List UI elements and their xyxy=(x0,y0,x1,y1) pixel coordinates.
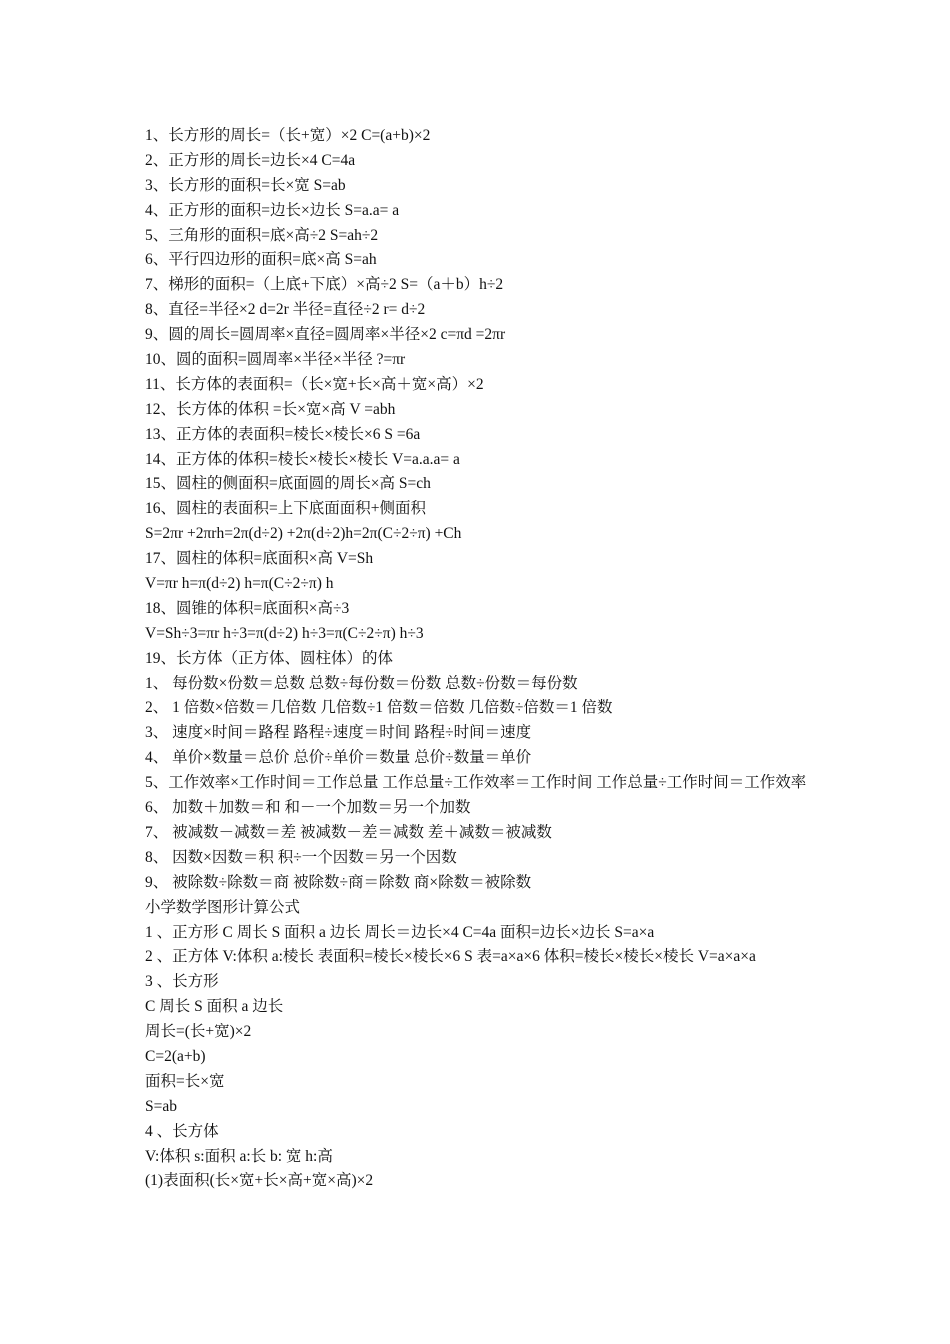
text-line: 周长=(长+宽)×2 xyxy=(145,1023,252,1041)
text-line: 3 、长方形 xyxy=(145,973,219,991)
text-line: 4、正方形的面积=边长×边长 S=a.a= a xyxy=(145,201,400,219)
text-line: 2、 1 倍数×倍数＝几倍数 几倍数÷1 倍数＝倍数 几倍数÷倍数＝1 倍数 xyxy=(145,699,613,717)
text-line: 3、长方形的面积=长×宽 S=ab xyxy=(145,176,346,194)
text-line: C 周长 S 面积 a 边长 xyxy=(145,998,284,1016)
text-line: 1、长方形的周长=（长+宽）×2 C=(a+b)×2 xyxy=(145,127,431,144)
text-line: 8、 因数×因数＝积 积÷一个因数＝另一个因数 xyxy=(145,848,457,866)
text-line: 10、圆的面积=圆周率×半径×半径 ?=πr xyxy=(145,351,406,369)
text-line: 6、 加数＋加数＝和 和－一个加数＝另一个加数 xyxy=(145,799,471,817)
text-line: 7、 被减数－减数＝差 被减数－差＝减数 差＋减数＝被减数 xyxy=(145,823,552,841)
text-line: 5、三角形的面积=底×高÷2 S=ah÷2 xyxy=(145,226,379,244)
text-line: V:体积 s:面积 a:长 b: 宽 h:高 xyxy=(145,1147,333,1165)
text-line: 4、 单价×数量＝总价 总价÷单价＝数量 总价÷数量＝单价 xyxy=(145,749,532,767)
text-line: (1)表面积(长×宽+长×高+宽×高)×2 xyxy=(145,1172,374,1190)
text-line: 9、 被除数÷除数＝商 被除数÷商＝除数 商×除数＝被除数 xyxy=(145,873,532,891)
text-line: 1、 每份数×份数＝总数 总数÷每份数＝份数 总数÷份数＝每份数 xyxy=(145,674,578,692)
text-line: C=2(a+b) xyxy=(145,1047,206,1065)
text-line: 4 、长方体 xyxy=(145,1122,219,1140)
text-line: 6、平行四边形的面积=底×高 S=ah xyxy=(145,251,377,269)
section-heading: 小学数学图形计算公式 xyxy=(145,898,301,916)
text-line: 14、正方体的体积=棱长×棱长×棱长 V=a.a.a= a xyxy=(145,450,460,468)
text-line: 17、圆柱的体积=底面积×高 V=Sh xyxy=(145,550,374,568)
text-line: 5、工作效率×工作时间＝工作总量 工作总量÷工作效率＝工作时间 工作总量÷工作时间＝工作效率 xyxy=(145,774,807,792)
text-line: 3、 速度×时间＝路程 路程÷速度＝时间 路程÷时间＝速度 xyxy=(145,724,532,742)
text-line: 1 、正方形 C 周长 S 面积 a 边长 周长＝边长×4 C=4a 面积=边长×边长 S=a×a xyxy=(145,923,655,941)
text-line: 7、梯形的面积=（上底+下底）×高÷2 S=（a＋b）h÷2 xyxy=(145,276,504,294)
text-line: S=ab xyxy=(145,1097,177,1115)
text-line: 13、正方体的表面积=棱长×棱长×6 S =6a xyxy=(145,425,421,443)
text-line: 12、长方体的体积 =长×宽×高 V =abh xyxy=(145,400,396,418)
text-line: 9、圆的周长=圆周率×直径=圆周率×半径×2 c=πd =2πr xyxy=(145,326,506,344)
text-line: V=Sh÷3=πr h÷3=π(d÷2) h÷3=π(C÷2÷π) h÷3 xyxy=(145,624,424,642)
document-body xyxy=(145,124,810,1194)
text-line: 8、直径=半径×2 d=2r 半径=直径÷2 r= d÷2 xyxy=(145,301,426,319)
text-line: 2、正方形的周长=边长×4 C=4a xyxy=(145,151,356,169)
text-line: 11、长方体的表面积=（长×宽+长×高＋宽×高）×2 xyxy=(145,375,484,393)
text-line: 15、圆柱的侧面积=底面圆的周长×高 S=ch xyxy=(145,475,431,493)
text-line: 2 、正方体 V:体积 a:棱长 表面积=棱长×棱长×6 S 表=a×a×6 体积=棱长×棱长×棱长 V=a×a×a xyxy=(145,948,756,966)
text-line: S=2πr +2πrh=2π(d÷2) +2π(d÷2)h=2π(C÷2÷π) +Ch xyxy=(145,525,462,543)
text-line: 16、圆柱的表面积=上下底面面积+侧面积 xyxy=(145,500,426,518)
text-line: V=πr h=π(d÷2) h=π(C÷2÷π) h xyxy=(145,575,334,593)
text-line: 19、长方体（正方体、圆柱体）的体 xyxy=(145,649,394,667)
text-line: 18、圆锥的体积=底面积×高÷3 xyxy=(145,599,350,617)
text-line: 面积=长×宽 xyxy=(145,1072,225,1090)
